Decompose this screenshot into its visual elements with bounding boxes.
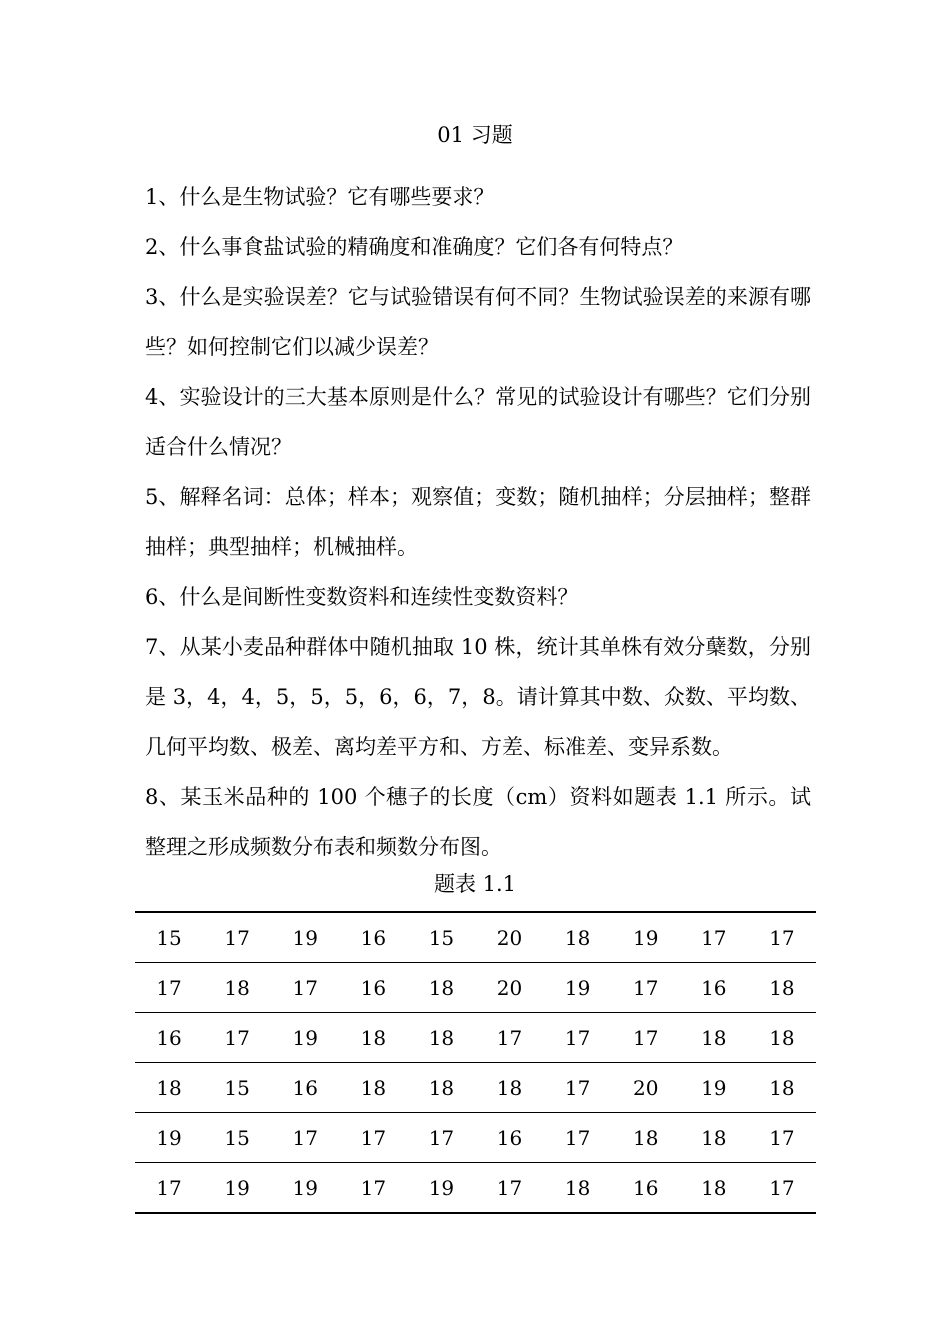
table-cell: 18 (748, 963, 816, 1013)
table-cell: 18 (407, 1013, 475, 1063)
table-cell: 17 (544, 1013, 612, 1063)
table-row (135, 1013, 816, 1063)
question-8: 8、某玉米品种的 100 个穗子的长度（cm）资料如题表 1.1 所示。试整理之形成频数分布表和频数分布图。 (145, 785, 811, 859)
table-cell: 18 (701, 1175, 727, 1200)
table-cell: 17 (407, 1113, 475, 1163)
table-cell: 17 (203, 1013, 271, 1063)
table-cell: 17 (748, 1113, 816, 1163)
table-cell: 19 (612, 912, 680, 963)
table-cell: 18 (748, 1013, 816, 1063)
table-row (135, 912, 816, 963)
table-cell: 17 (135, 963, 203, 1013)
table-cell: 16 (135, 1013, 203, 1063)
table-cell: 15 (203, 1063, 271, 1113)
table-cell: 17 (544, 1063, 612, 1113)
table-cell: 18 (407, 963, 475, 1013)
table-row (135, 1113, 816, 1163)
table-cell: 15 (407, 912, 475, 963)
table-cell: 19 (224, 1175, 250, 1200)
page-title: 01 习题 (437, 123, 513, 147)
table-cell: 18 (680, 1013, 748, 1063)
table-cell: 16 (271, 1063, 339, 1113)
table-cell: 17 (271, 1113, 339, 1163)
table-cell: 18 (339, 1013, 407, 1063)
table-cell: 17 (475, 1013, 543, 1063)
table-cell: 17 (612, 963, 680, 1013)
question-2: 2、什么事食盐试验的精确度和准确度？它们各有何特点？ (145, 235, 684, 259)
table-cell: 18 (564, 1175, 591, 1200)
table-cell: 16 (475, 1113, 543, 1163)
table-cell: 18 (339, 1063, 407, 1113)
table-cell: 18 (680, 1113, 748, 1163)
table-cell: 16 (339, 912, 407, 963)
data-table (135, 911, 816, 1214)
table-cell: 17 (769, 1175, 795, 1200)
question-list (145, 172, 811, 872)
table-cell: 17 (544, 1113, 612, 1163)
table-cell: 17 (360, 1175, 387, 1200)
table-cell: 17 (680, 912, 748, 963)
table-cell: 18 (475, 1063, 543, 1113)
question-5: 5、解释名词：总体；样本；观察值；变数；随机抽样；分层抽样；整群抽样；典型抽样；机械抽样。 (145, 485, 811, 559)
table-cell: 19 (292, 1175, 318, 1200)
table-cell: 17 (156, 1175, 182, 1200)
table-cell: 19 (428, 1175, 455, 1200)
table-cell: 17 (612, 1013, 680, 1063)
table-cell: 18 (544, 912, 612, 963)
table-cell: 16 (632, 1175, 659, 1200)
table-row (135, 963, 816, 1013)
table-cell: 19 (680, 1063, 748, 1113)
table-cell: 17 (496, 1175, 523, 1200)
question-1: 1、什么是生物试验？它有哪些要求？ (145, 185, 495, 209)
table-cell: 19 (135, 1113, 203, 1163)
table-caption: 题表 1.1 (433, 872, 517, 896)
table-cell: 18 (748, 1063, 816, 1113)
table-cell: 19 (271, 912, 339, 963)
table-cell: 19 (271, 1013, 339, 1063)
question-6: 6、什么是间断性变数资料和连续性变数资料？ (145, 585, 579, 609)
question-3: 3、什么是实验误差？它与试验错误有何不同？生物试验误差的来源有哪些？如何控制它们以减少误差？ (145, 285, 811, 359)
table-cell: 17 (271, 963, 339, 1013)
table-cell: 18 (135, 1063, 203, 1113)
table-cell: 20 (612, 1063, 680, 1113)
question-7: 7、从某小麦品种群体中随机抽取 10 株，统计其单株有效分蘖数，分别是 3，4，4，5，5，5，6，6，7，8。请计算其中数、众数、平均数、几何平均数、极差、离均差平方和、方差、标准差、变异系数。 (145, 635, 811, 759)
table-cell: 19 (544, 963, 612, 1013)
table-cell: 17 (203, 912, 271, 963)
table-row (135, 1163, 816, 1214)
table-row (135, 1063, 816, 1113)
table-cell: 16 (339, 963, 407, 1013)
table-cell: 18 (612, 1113, 680, 1163)
table-cell: 18 (407, 1063, 475, 1113)
table-cell: 18 (203, 963, 271, 1013)
table-cell: 20 (475, 963, 543, 1013)
table-cell: 15 (135, 912, 203, 963)
question-4: 4、实验设计的三大基本原则是什么？常见的试验设计有哪些？它们分别适合什么情况？ (145, 385, 811, 459)
table-cell: 17 (339, 1113, 407, 1163)
table-cell: 20 (475, 912, 543, 963)
table-cell: 17 (748, 912, 816, 963)
table-cell: 16 (680, 963, 748, 1013)
table-cell: 15 (203, 1113, 271, 1163)
